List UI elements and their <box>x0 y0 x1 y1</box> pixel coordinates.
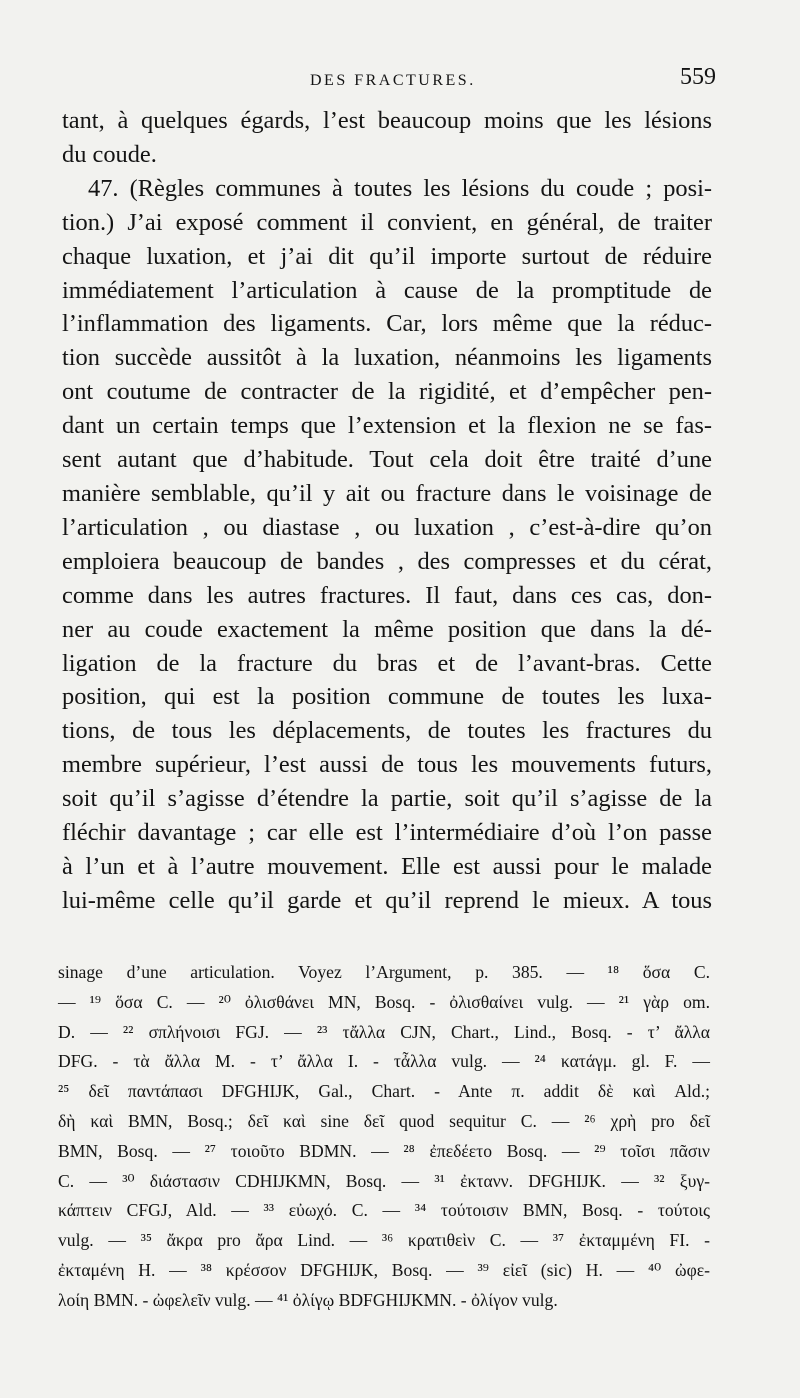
text-line: chaque luxation, et j’ai dit qu’il importe surtout de réduire <box>62 242 712 270</box>
footnote-line: vulg. — ³⁵ ἄκρα pro ἄρα Lind. — ³⁶ κρατιθεὶν C. — ³⁷ ἐκταμμένη FI. - <box>58 1230 710 1251</box>
text-line: membre supérieur, l’est aussi de tous les mouvements futurs, <box>62 751 712 779</box>
text-line: tion succède aussitôt à la luxation, néanmoins les ligaments <box>62 344 712 372</box>
footnote-line: δὴ καὶ BMN, Bosq.; δεῖ καὶ sine δεῖ quod sequitur C. — ²⁶ χρὴ pro δεῖ <box>58 1110 710 1131</box>
text-line: soit qu’il s’agisse d’étendre la partie, soit qu’il s’agisse de la <box>62 785 712 813</box>
footnote-line: sinage d’une articulation. Voyez l’Argument, p. 385. — ¹⁸ ὅσα C. <box>58 962 710 982</box>
text-line: à l’un et à l’autre mouvement. Elle est aussi pour le malade <box>62 852 712 880</box>
footnote-line: ²⁵ δεῖ παντάπασι DFGHIJK, Gal., Chart. - Ante π. addit δὲ καὶ Ald.; <box>58 1081 710 1102</box>
footnote-line: λοίη BMN. - ὠφελεῖν vulg. — ⁴¹ ὀλίγῳ BDFGHIJKMN. - ὀλίγον vulg. <box>58 1289 558 1310</box>
text-line: immédiatement l’articulation à cause de la promptitude de <box>62 276 712 304</box>
text-line: ner au coude exactement la même position que dans la dé- <box>62 615 712 643</box>
text-line: ligation de la fracture du bras et de l’avant-bras. Cette <box>62 649 712 677</box>
page-number: 559 <box>680 64 716 90</box>
running-head <box>62 62 716 104</box>
text-line: emploiera beaucoup de bandes , des compresses et du cérat, <box>62 547 712 575</box>
text-line: position, qui est la position commune de toutes les luxa- <box>62 683 712 711</box>
text-line: tions, de tous les déplacements, de toutes les fractures du <box>62 717 712 745</box>
section-heading-line: 47. (Règles communes à toutes les lésions du coude ; posi- <box>88 174 712 202</box>
text-line: dant un certain temps que l’extension et la flexion ne se fas- <box>62 412 712 440</box>
footnote-line: C. — ³⁰ διάστασιν CDHIJKMN, Bosq. — ³¹ ἐκτανν. DFGHIJK. — ³² ξυγ- <box>58 1170 710 1191</box>
footnote-line: — ¹⁹ ὅσα C. — ²⁰ ὀλισθάνει MN, Bosq. - ὀλισθαίνει vulg. — ²¹ γὰρ om. <box>58 991 710 1012</box>
footnote-line: ἐκταμένη H. — ³⁸ κρέσσον DFGHIJK, Bosq. — ³⁹ εἰεῖ (sic) H. — ⁴⁰ ὠφε- <box>58 1259 710 1280</box>
footnote-line: D. — ²² σπλήνοισι FGJ. — ²³ τἄλλα CJN, Chart., Lind., Bosq. - τ’ ἄλλα <box>58 1021 710 1042</box>
text-line: comme dans les autres fractures. Il faut, dans ces cas, don- <box>62 581 712 609</box>
text-line: manière semblable, qu’il y ait ou fracture dans le voisinage de <box>62 479 712 507</box>
main-text <box>62 104 712 918</box>
text-line: tant, à quelques égards, l’est beaucoup moins que les lésions <box>62 107 712 134</box>
footnote-line: DFG. - τὰ ἄλλα M. - τ’ ἄλλα I. - τἆλλα vulg. — ²⁴ κατάγμ. gl. F. — <box>58 1051 710 1072</box>
footnote-line: κάπτειν CFGJ, Ald. — ³³ εὐωχό. C. — ³⁴ τούτοισιν BMN, Bosq. - τούτοις <box>58 1200 710 1221</box>
text-line: tion.) J’ai exposé comment il convient, en général, de traiter <box>62 208 712 236</box>
text-line: fléchir davantage ; car elle est l’intermédiaire d’où l’on passe <box>62 819 712 847</box>
text-line: l’inflammation des ligaments. Car, lors même que la réduc- <box>62 310 712 338</box>
text-line: du coude. <box>62 140 157 168</box>
running-head-title: DES FRACTURES. <box>310 72 476 89</box>
text-line: l’articulation , ou diastase , ou luxation , c’est-à-dire qu’on <box>62 513 712 541</box>
text-line: ont coutume de contracter de la rigidité, et d’empêcher pen- <box>62 378 712 406</box>
text-line: sent autant que d’habitude. Tout cela doit être traité d’une <box>62 446 712 474</box>
footnote-line: BMN, Bosq. — ²⁷ τοιοῦτο BDMN. — ²⁸ ἐπεδέετο Bosq. — ²⁹ τοῖσι πᾶσιν <box>58 1140 710 1161</box>
text-line: lui-même celle qu’il garde et qu’il reprend le mieux. A tous <box>62 886 712 914</box>
footnotes <box>58 958 710 1316</box>
